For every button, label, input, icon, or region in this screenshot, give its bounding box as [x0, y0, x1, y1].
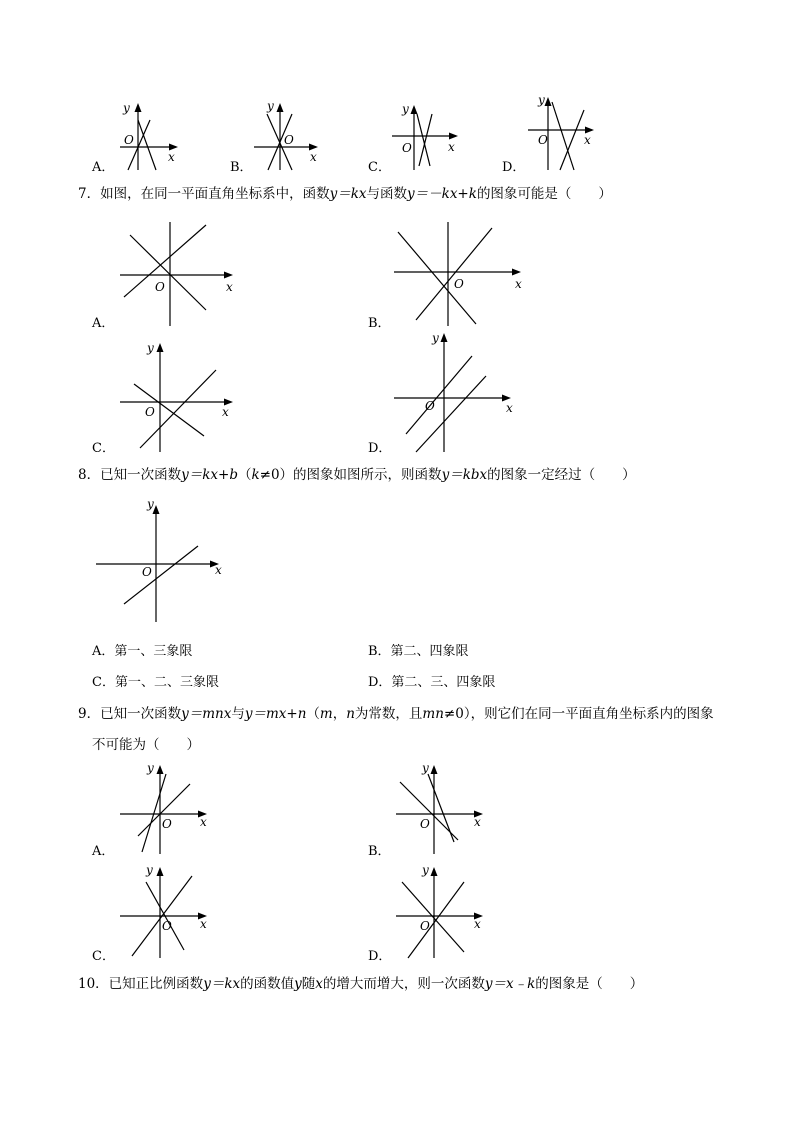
- q9-question-text: [78, 706, 714, 722]
- q7-option-a-label: A．: [92, 316, 115, 331]
- origin-label: O: [454, 277, 464, 291]
- q10-text-part: 的图象是（ ）: [535, 976, 644, 992]
- q6-graph-c: [390, 100, 462, 172]
- x-label: x: [200, 815, 207, 829]
- origin-label: O: [162, 919, 172, 933]
- y-arrow: [431, 867, 438, 876]
- q8-graph: [94, 494, 234, 624]
- graph-line: [419, 114, 432, 166]
- q9-text-part: 与: [231, 706, 245, 722]
- q9-text-part: ，: [332, 706, 347, 722]
- q7-graph-a: [118, 220, 243, 330]
- x-label: x: [168, 150, 175, 164]
- q8-option-b: B．第二、四象限: [368, 644, 469, 659]
- q7-formula: y＝kx: [329, 186, 367, 202]
- y-arrow: [411, 105, 418, 114]
- q8-option-d: D．第二、三、四象限: [368, 675, 496, 690]
- x-arrow: [512, 269, 521, 276]
- x-label: x: [226, 280, 233, 294]
- q7-formula: y＝－kx+k: [407, 186, 477, 202]
- graph-line: [400, 782, 458, 840]
- q10-text-part: 随: [301, 976, 316, 992]
- q7-text-part: 与函数: [366, 186, 408, 202]
- x-label: x: [474, 815, 481, 829]
- q9-option-d-label: D．: [368, 949, 392, 964]
- x-label: x: [506, 401, 513, 415]
- q8-option-c: C．第一、二、三象限: [92, 675, 219, 690]
- origin-label: O: [124, 133, 134, 147]
- q10-formula: y＝x﹣k: [484, 976, 536, 992]
- q7-graph-b: [392, 220, 530, 330]
- graph-line: [408, 882, 464, 958]
- y-label: y: [402, 102, 409, 116]
- x-arrow: [449, 133, 458, 140]
- q10-text-part: 10．已知正比例函数: [78, 976, 204, 992]
- origin-label: O: [162, 817, 172, 831]
- y-arrow: [431, 765, 438, 774]
- y-arrow: [135, 103, 142, 112]
- graph-line: [416, 376, 486, 452]
- q9-option-b-label: B．: [368, 844, 391, 859]
- origin-label: O: [420, 817, 430, 831]
- y-arrow: [157, 343, 164, 352]
- graph-line: [142, 774, 166, 852]
- y-arrow: [157, 867, 164, 876]
- q9-formula: n: [346, 706, 355, 722]
- x-label: x: [215, 563, 222, 577]
- origin-label: O: [425, 399, 435, 413]
- q9-graph-c: [118, 862, 218, 962]
- y-arrow: [545, 97, 552, 106]
- q8-formula: k: [251, 467, 260, 483]
- q9-option-c-label: C．: [92, 949, 115, 964]
- q9-graph-a: [118, 760, 218, 855]
- q9-text-part: （: [306, 706, 320, 722]
- y-label: y: [267, 99, 274, 113]
- q6-option-a-label: A．: [92, 160, 115, 175]
- origin-label: O: [142, 565, 152, 579]
- graph-line: [124, 546, 198, 604]
- graph-line: [402, 882, 464, 952]
- y-label: y: [147, 761, 154, 775]
- x-label: x: [515, 277, 522, 291]
- q9-text-part: ≠0），则它们在同一平面直角坐标系内的图象: [443, 706, 714, 722]
- y-label: y: [422, 863, 429, 877]
- q8-text-part: 8．已知一次函数: [78, 467, 182, 483]
- origin-label: O: [284, 133, 294, 147]
- origin-label: O: [155, 280, 165, 294]
- graph-line: [416, 228, 492, 320]
- graph-line: [124, 225, 206, 297]
- q9-graph-b: [394, 760, 494, 855]
- y-label: y: [432, 331, 439, 345]
- x-label: x: [222, 405, 229, 419]
- y-label: y: [538, 93, 545, 107]
- q9-text-part: 为常数，且: [354, 706, 423, 722]
- q10-question-text: [78, 976, 643, 992]
- q8-formula: y＝kbx: [441, 467, 488, 483]
- y-label: y: [147, 497, 154, 511]
- q10-text-part: 的增大而增大，则一次函数: [322, 976, 485, 992]
- x-arrow: [224, 272, 233, 279]
- q7-graph-c: [118, 338, 243, 453]
- origin-label: O: [402, 141, 412, 155]
- origin-label: O: [538, 133, 548, 147]
- q9-formula: m: [319, 706, 333, 722]
- x-label: x: [584, 133, 591, 147]
- q8-text-part: （: [237, 467, 252, 483]
- q9-option-a-label: A．: [92, 844, 115, 859]
- q9-formula: y＝mx+n: [244, 706, 307, 722]
- graph-line: [552, 102, 574, 170]
- q9-text-part: 9．已知一次函数: [78, 706, 182, 722]
- graph-line: [406, 356, 472, 434]
- x-label: x: [474, 917, 481, 931]
- q7-question-text: [78, 186, 612, 202]
- y-arrow: [157, 765, 164, 774]
- q10-text-part: 的函数值: [240, 976, 295, 992]
- y-label: y: [123, 101, 130, 115]
- q9-formula: y＝mnx: [181, 706, 232, 722]
- q7-option-d-label: D．: [368, 441, 392, 456]
- y-arrow: [277, 103, 284, 112]
- q8-question-text: [78, 467, 636, 483]
- q6-option-d-label: D．: [502, 160, 526, 175]
- q7-text-part: 的图象可能是（ ）: [476, 186, 612, 202]
- q8-text-part: 的图象一定经过（ ）: [487, 467, 636, 483]
- q9-formula: mn: [422, 706, 444, 722]
- q7-option-c-label: C．: [92, 441, 115, 456]
- q8-option-a: A．第一、三象限: [92, 644, 193, 659]
- q6-graph-a: [118, 100, 183, 172]
- q10-formula: y: [294, 976, 302, 992]
- y-label: y: [147, 341, 154, 355]
- q10-formula: x: [315, 976, 323, 992]
- graph-line: [560, 110, 584, 170]
- origin-label: O: [145, 405, 155, 419]
- q9-question-line2: 不可能为（ ）: [92, 737, 200, 753]
- origin-label: O: [420, 919, 430, 933]
- graph-line: [398, 232, 476, 324]
- q10-formula: y＝kx: [203, 976, 241, 992]
- q6-graph-d: [526, 92, 598, 172]
- q6-graph-b: [252, 100, 324, 172]
- y-label: y: [422, 761, 429, 775]
- x-label: x: [448, 140, 455, 154]
- q8-text-part: ≠0）的图象如图所示，则函数: [259, 467, 442, 483]
- graph-line: [417, 114, 430, 166]
- q7-graph-d: [392, 330, 522, 455]
- y-label: y: [146, 863, 153, 877]
- q7-option-b-label: B．: [368, 316, 391, 331]
- x-label: x: [310, 150, 317, 164]
- q6-option-c-label: C．: [368, 160, 391, 175]
- x-label: x: [200, 917, 207, 931]
- q8-formula: y＝kx+b: [181, 467, 238, 483]
- graph-line: [130, 235, 206, 310]
- y-arrow: [441, 333, 448, 342]
- q9-graph-d: [394, 862, 494, 962]
- q7-text-part: 7．如图，在同一平面直角坐标系中，函数: [78, 186, 330, 202]
- q6-option-b-label: B．: [230, 160, 253, 175]
